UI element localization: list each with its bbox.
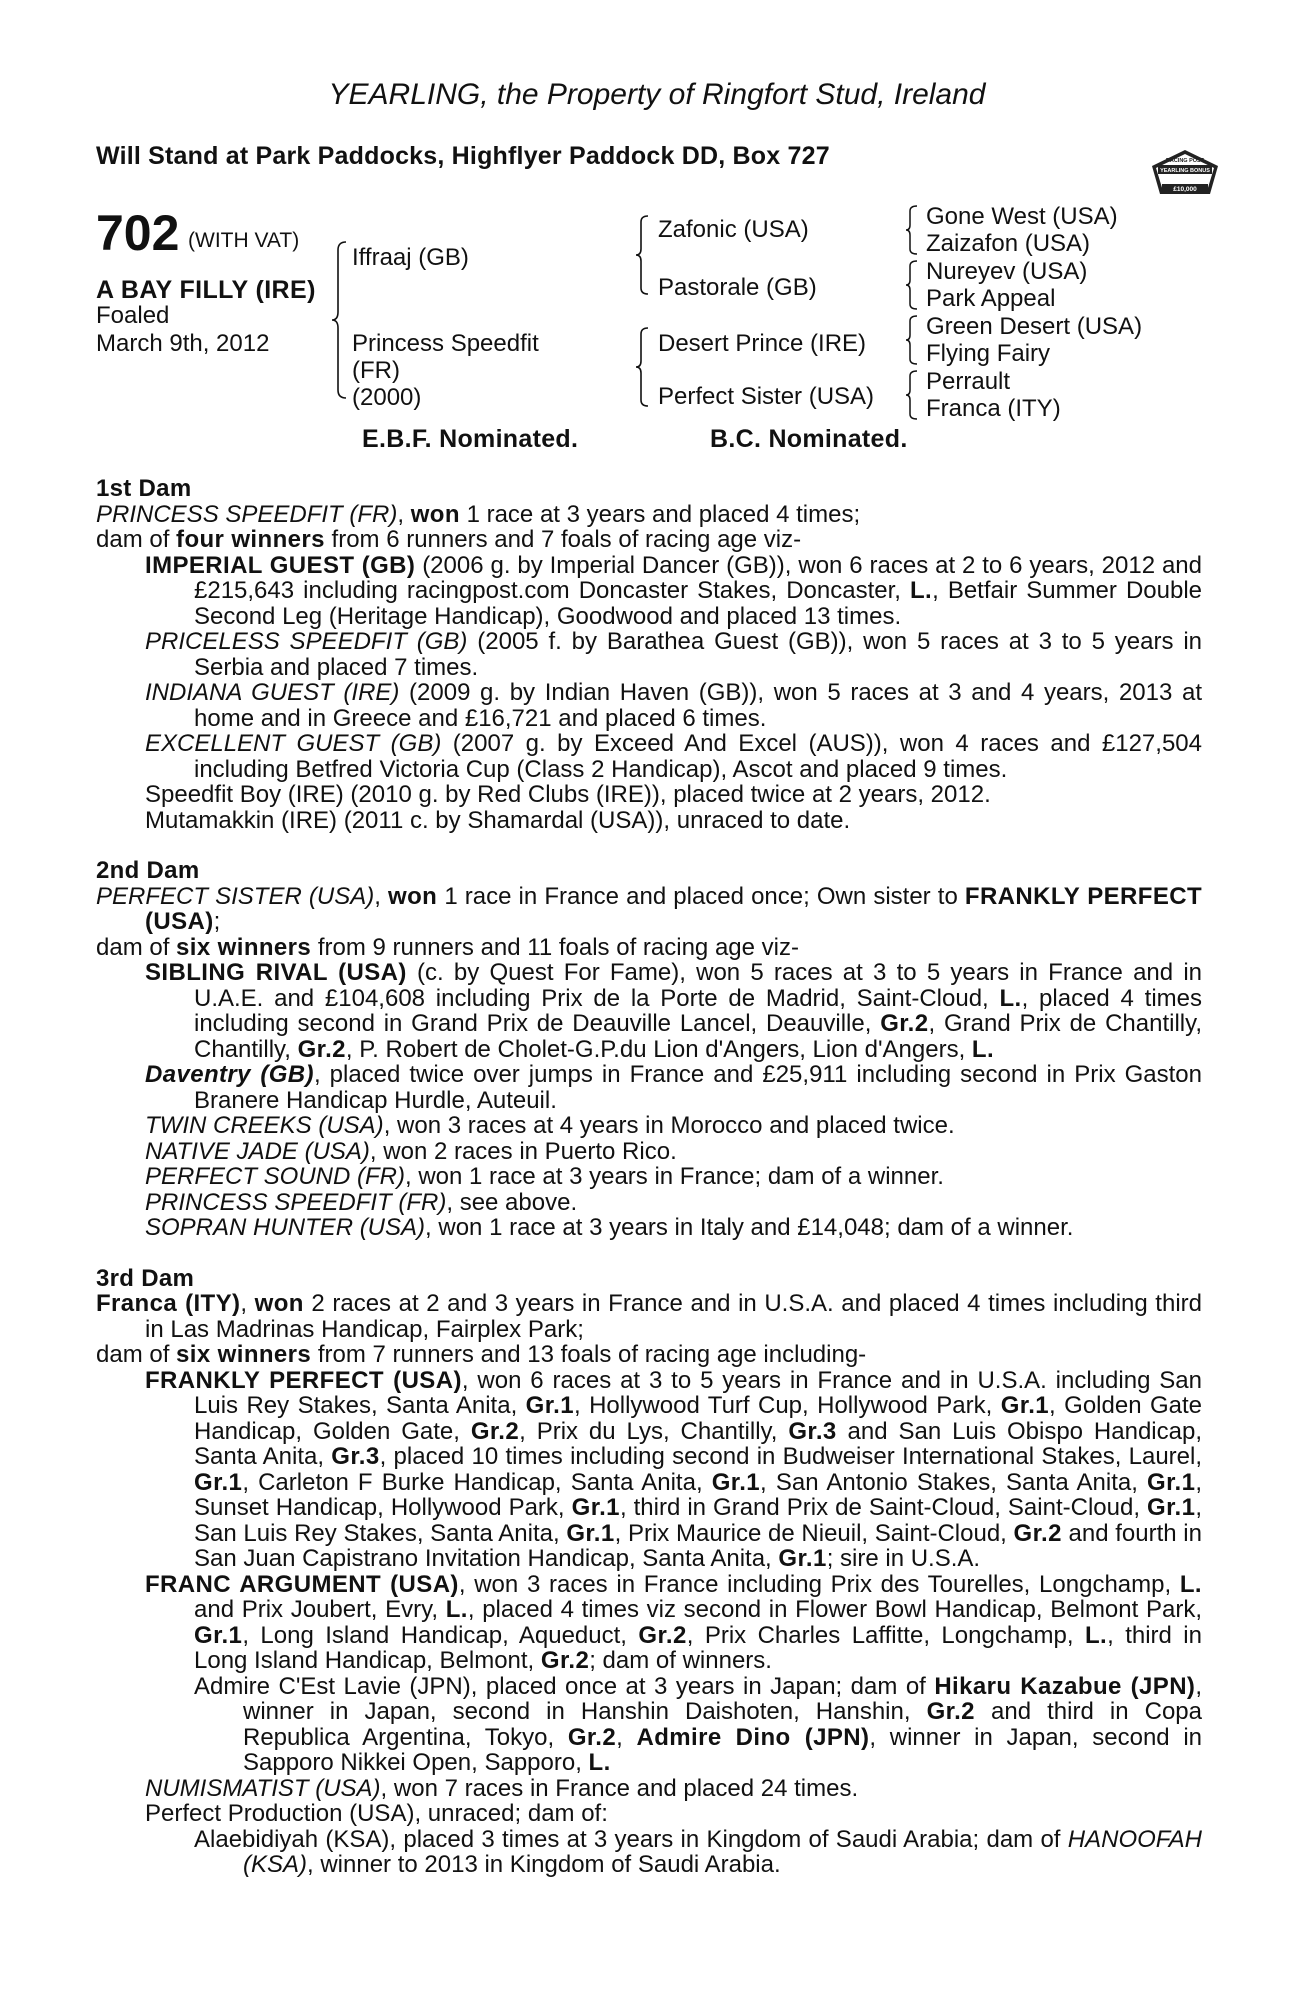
offspring-entry: Mutamakkin (IRE) (2011 c. by Shamardal (USA)), unraced to date. <box>145 806 851 834</box>
text-run: L. <box>1084 1621 1108 1649</box>
badge-mid-text: YEARLING BONUS <box>1160 168 1210 174</box>
text-run: , won 1 race at 3 years in Italy and £14,048; dam of a winner. <box>425 1214 1074 1241</box>
text-run: PERFECT SISTER (USA) <box>96 882 375 910</box>
stand-location: Will Stand at Park Paddocks, Highflyer Paddock DD, Box 727 <box>96 142 830 170</box>
text-run: 1 race in France and placed once; Own sister to <box>437 882 965 910</box>
foaled-date: March 9th, 2012 <box>96 330 270 357</box>
text-run: and third in Copa Republica Argentina, Tokyo, <box>243 1698 1202 1751</box>
text-run: , <box>397 500 411 528</box>
text-run: , won 2 races in Puerto Rico. <box>369 1137 677 1165</box>
text-run: (2009 g. by Indian Haven (GB)), won 5 races at 3 and 4 years, 2013 at home and in Greece and £16,721 and placed 6 times. <box>194 679 1202 732</box>
text-run: Gr.1 <box>1147 1494 1196 1521</box>
pedigree-dam-line3: (2000) <box>352 384 422 411</box>
pedigree-dam-line2: (FR) <box>352 357 400 384</box>
text-run: from 9 runners and 11 foals of racing age viz- <box>311 933 799 961</box>
text-run: HANOOFAH (KSA) <box>243 1825 1202 1878</box>
text-run: and Prix Joubert, Evry, <box>194 1596 446 1623</box>
text-run: , won 3 races in France including Prix des Tourelles, Longchamp, <box>458 1570 1180 1598</box>
pedigree-g1: Gone West (USA) <box>926 203 1118 230</box>
text-run: won <box>254 1290 304 1317</box>
text-run: , Golden Gate Handicap, Golden Gate, <box>194 1392 1202 1445</box>
text-run: , San Luis Rey Stakes, Santa Anita, <box>194 1494 1203 1547</box>
text-run: , Betfair Summer Double Second Leg (Heritage Handicap), Goodwood and placed 13 times. <box>194 577 1202 630</box>
pedigree-g4: Park Appeal <box>926 285 1056 312</box>
text-run: SIBLING RIVAL (USA) <box>145 959 407 986</box>
text-run: ; sire in U.S.A. <box>826 1545 981 1572</box>
text-run: , won 1 race at 3 years in France; dam of a winner. <box>405 1163 944 1190</box>
text-run: , <box>374 882 389 910</box>
text-run: Gr.1 <box>711 1468 761 1496</box>
text-run: , third in Grand Prix de Saint-Cloud, Saint-Cloud, <box>619 1494 1148 1521</box>
text-run: , winner in Japan, second in Hanshin Daishoten, Hanshin, <box>243 1672 1202 1725</box>
text-run: FRANKLY PERFECT (USA) <box>145 1366 462 1394</box>
text-run: , <box>616 1723 637 1751</box>
text-run: PRINCESS SPEEDFIT (FR) <box>96 500 398 528</box>
pedigree-brace-4 <box>904 204 920 256</box>
offspring-entry <box>96 1368 1202 1572</box>
text-run: , Sunset Handicap, Hollywood Park, <box>194 1468 1203 1521</box>
text-run: (2007 g. by Exceed And Excel (AUS)), won 4 races and £127,504 including Betfred Victoria Cup (Class 2 Handicap), Ascot and placed 9 times. <box>194 730 1202 783</box>
text-run: six winners <box>176 1341 312 1368</box>
pedigree-sire-sire: Zafonic (USA) <box>658 216 809 243</box>
dam-summary <box>96 1291 1202 1342</box>
dam-produce-summary <box>96 527 1202 553</box>
text-run: won <box>388 882 438 910</box>
text-run: SOPRAN HUNTER (USA) <box>145 1214 426 1241</box>
text-run: dam of <box>96 933 177 961</box>
text-run: , placed twice over jumps in France and £25,911 including second in Prix Gaston Branere Handicap Hurdle, Auteuil. <box>194 1061 1202 1114</box>
pedigree-sire: Iffraaj (GB) <box>352 244 469 271</box>
text-run: , placed 10 times including second in Budweiser International Stakes, Laurel, <box>379 1443 1203 1470</box>
text-run: PRICELESS SPEEDFIT (GB) <box>145 628 468 655</box>
text-run: Gr.3 <box>788 1417 837 1445</box>
text-run: FRANC ARGUMENT (USA) <box>145 1570 459 1598</box>
text-run: Gr.1 <box>571 1494 620 1521</box>
text-run: Daventry (GB) <box>145 1061 314 1088</box>
text-run: from 7 runners and 13 foals of racing age including- <box>311 1341 867 1368</box>
offspring-entry: Perfect Production (USA), unraced; dam of: <box>145 1800 608 1827</box>
text-run: Gr.2 <box>540 1647 590 1674</box>
offspring-entry <box>96 1113 1202 1139</box>
pedigree-sire-dam: Pastorale (GB) <box>658 274 817 301</box>
pedigree-g3: Nureyev (USA) <box>926 258 1088 285</box>
text-run: Gr.3 <box>331 1443 380 1470</box>
text-run: (2006 g. by Imperial Dancer (GB)), won 6 races at 2 to 6 years, 2012 and £215,643 including racingpost.com Doncaster Stakes, Doncaster, <box>194 551 1202 604</box>
pedigree-dam-line1: Princess Speedfit <box>352 330 539 357</box>
offspring-entry <box>96 1164 1202 1190</box>
text-run: L. <box>971 1035 995 1063</box>
text-run: Gr.1 <box>778 1545 827 1572</box>
horse-name: A BAY FILLY (IRE) <box>96 276 316 304</box>
text-run: dam of <box>96 526 177 553</box>
second-dam-section <box>96 858 1202 1241</box>
grand-offspring-entry <box>96 1674 1202 1776</box>
text-run: NATIVE JADE (USA) <box>145 1137 370 1165</box>
section-heading: 3rd Dam <box>96 1264 195 1292</box>
grand-offspring-entry <box>96 1827 1202 1878</box>
offspring-entry <box>96 731 1202 782</box>
text-run: Admire C'Est Lavie (JPN), placed once at 3 years in Japan; dam of <box>194 1672 935 1700</box>
pedigree-brace-2 <box>634 214 652 296</box>
third-dam-section <box>96 1266 1202 1878</box>
text-run: Gr.1 <box>194 1621 243 1649</box>
text-run: Gr.1 <box>1000 1392 1050 1419</box>
text-run: , Prix du Lys, Chantilly, <box>519 1417 789 1445</box>
text-run: L. <box>445 1596 468 1623</box>
text-run: Gr.1 <box>1147 1468 1196 1496</box>
section-heading: 2nd Dam <box>96 857 200 884</box>
text-run: , won 6 races at 3 to 5 years in France and in U.S.A. including San Luis Rey Stakes, Santa Anita, <box>194 1366 1202 1419</box>
text-run: INDIANA GUEST (IRE) <box>145 679 400 706</box>
offspring-entry <box>96 1062 1202 1113</box>
dam-summary <box>96 502 1202 528</box>
text-run: , Prix Maurice de Nieuil, Saint-Cloud, <box>614 1519 1014 1547</box>
lot-number: 702 <box>96 205 180 261</box>
text-run: Gr.2 <box>638 1621 687 1649</box>
text-run: Gr.2 <box>470 1417 520 1445</box>
dam-summary <box>96 884 1202 935</box>
text-run: Alaebidiyah (KSA), placed 3 times at 3 years in Kingdom of Saudi Arabia; dam of <box>194 1825 1068 1853</box>
text-run: , won 7 races in France and placed 24 times. <box>380 1774 859 1802</box>
text-run: , see above. <box>446 1188 578 1216</box>
page-title: YEARLING, the Property of Ringfort Stud, Ireland <box>328 78 986 111</box>
text-run: Franca (ITY) <box>96 1290 241 1317</box>
offspring-entry <box>96 1139 1202 1165</box>
text-run: , Carleton F Burke Handicap, Santa Anita, <box>242 1468 712 1496</box>
pedigree-dam-sire: Desert Prince (IRE) <box>658 330 867 357</box>
yearling-bonus-badge <box>1148 148 1222 205</box>
pedigree-g6: Flying Fairy <box>926 340 1051 367</box>
text-run: , third in Long Island Handicap, Belmont, <box>194 1621 1202 1674</box>
pedigree-brace-7 <box>904 369 920 421</box>
text-run: PERFECT SOUND (FR) <box>145 1163 405 1190</box>
catalogue-body <box>96 476 1202 1878</box>
bc-nominated: B.C. Nominated. <box>710 425 908 453</box>
text-run: (2005 f. by Barathea Guest (GB)), won 5 races at 3 to 5 years in Serbia and placed 7 times. <box>194 628 1202 681</box>
pedigree-brace-6 <box>904 314 920 366</box>
offspring-entry <box>96 1572 1202 1674</box>
badge-amount-text: £10,000 <box>1173 186 1197 193</box>
text-run: ; <box>213 908 221 935</box>
text-run: , Hollywood Turf Cup, Hollywood Park, <box>573 1392 1001 1419</box>
text-run: , Long Island Handicap, Aqueduct, <box>242 1621 639 1649</box>
text-run: 2 races at 2 and 3 years in France and in U.S.A. and placed 4 times including third in Las Madrinas Handicap, Fairplex Park; <box>145 1290 1202 1343</box>
offspring-entry <box>96 1776 1202 1802</box>
pedigree-dam-dam: Perfect Sister (USA) <box>658 383 875 410</box>
text-run: NUMISMATIST (USA) <box>145 1774 381 1802</box>
offspring-entry <box>96 680 1202 731</box>
badge-top-text: RACING POST <box>1165 158 1205 164</box>
text-run: L. <box>1179 1570 1202 1598</box>
text-run: , winner in Japan, second in Sapporo Nikkei Open, Sapporo, <box>243 1723 1203 1776</box>
text-run: won <box>410 500 460 528</box>
offspring-entry <box>96 960 1202 1062</box>
text-run: Gr.2 <box>880 1010 929 1037</box>
text-run: ; dam of winners. <box>589 1647 772 1674</box>
dam-produce-summary <box>96 935 1202 961</box>
text-run: EXCELLENT GUEST (GB) <box>145 730 442 757</box>
text-run: FRANKLY PERFECT (USA) <box>145 882 1203 935</box>
dam-produce-summary <box>96 1342 1202 1368</box>
offspring-entry <box>96 629 1202 680</box>
vat-note: (WITH VAT) <box>188 229 300 252</box>
text-run: L. <box>909 577 933 604</box>
text-run: L. <box>999 984 1022 1012</box>
text-run: , Grand Prix de Chantilly, Chantilly, <box>194 1010 1203 1063</box>
text-run: L. <box>588 1749 611 1776</box>
text-run: from 6 runners and 7 foals of racing age viz- <box>324 526 802 553</box>
offspring-entry <box>96 1190 1202 1216</box>
text-run: Gr.1 <box>566 1519 615 1547</box>
first-dam-section <box>96 476 1202 833</box>
text-run: Gr.2 <box>926 1698 975 1725</box>
offspring-entry: Speedfit Boy (IRE) (2010 g. by Red Clubs (IRE)), placed twice at 2 years, 2012. <box>145 781 991 808</box>
text-run: , won 3 races at 4 years in Morocco and placed twice. <box>383 1112 955 1139</box>
text-run: and San Luis Obispo Handicap, Santa Anita, <box>194 1417 1202 1470</box>
pedigree-brace-3 <box>634 326 652 408</box>
text-run: Gr.1 <box>525 1392 574 1419</box>
text-run: , <box>240 1290 255 1317</box>
text-run: PRINCESS SPEEDFIT (FR) <box>145 1188 447 1216</box>
pedigree-brace-5 <box>904 259 920 311</box>
text-run: Gr.2 <box>567 1723 617 1751</box>
foaled-label: Foaled <box>96 302 170 329</box>
pedigree-g2: Zaizafon (USA) <box>926 230 1091 257</box>
text-run: Hikaru Kazabue (JPN) <box>934 1672 1196 1700</box>
text-run: and fourth in San Juan Capistrano Invitation Handicap, Santa Anita, <box>194 1519 1202 1572</box>
text-run: Gr.1 <box>194 1468 243 1496</box>
text-run: IMPERIAL GUEST (GB) <box>145 551 416 579</box>
text-run: , Prix Charles Laffitte, Longchamp, <box>686 1621 1085 1649</box>
text-run: , San Antonio Stakes, Santa Anita, <box>760 1468 1148 1496</box>
offspring-entry <box>96 553 1202 630</box>
text-run: TWIN CREEKS (USA) <box>145 1112 384 1139</box>
text-run: four winners <box>176 526 325 553</box>
pedigree-brace-1 <box>330 240 350 400</box>
pedigree-g8: Franca (ITY) <box>926 395 1061 422</box>
text-run: Gr.2 <box>1013 1519 1062 1547</box>
text-run: , placed 4 times viz second in Flower Bowl Handicap, Belmont Park, <box>467 1596 1202 1623</box>
text-run: (c. by Quest For Fame), won 5 races at 3 to 5 years in France and in U.A.E. and £104,608 including Prix de la Porte de Madrid, Saint-Cloud, <box>194 959 1203 1012</box>
text-run: 1 race at 3 years and placed 4 times; <box>459 500 861 528</box>
pedigree-g7: Perrault <box>926 368 1011 395</box>
ebf-nominated: E.B.F. Nominated. <box>362 425 579 453</box>
text-run: six winners <box>176 933 312 961</box>
text-run: Admire Dino (JPN) <box>636 1723 870 1751</box>
text-run: , winner to 2013 in Kingdom of Saudi Arabia. <box>307 1851 781 1878</box>
text-run: , P. Robert de Cholet-G.P.du Lion d'Angers, Lion d'Angers, <box>345 1035 972 1063</box>
pedigree-g5: Green Desert (USA) <box>926 313 1143 340</box>
text-run: dam of <box>96 1341 177 1368</box>
text-run: , placed 4 times including second in Grand Prix de Deauville Lancel, Deauville, <box>194 984 1202 1037</box>
offspring-entry <box>96 1215 1202 1241</box>
text-run: Gr.2 <box>297 1035 346 1063</box>
section-heading: 1st Dam <box>96 475 192 502</box>
